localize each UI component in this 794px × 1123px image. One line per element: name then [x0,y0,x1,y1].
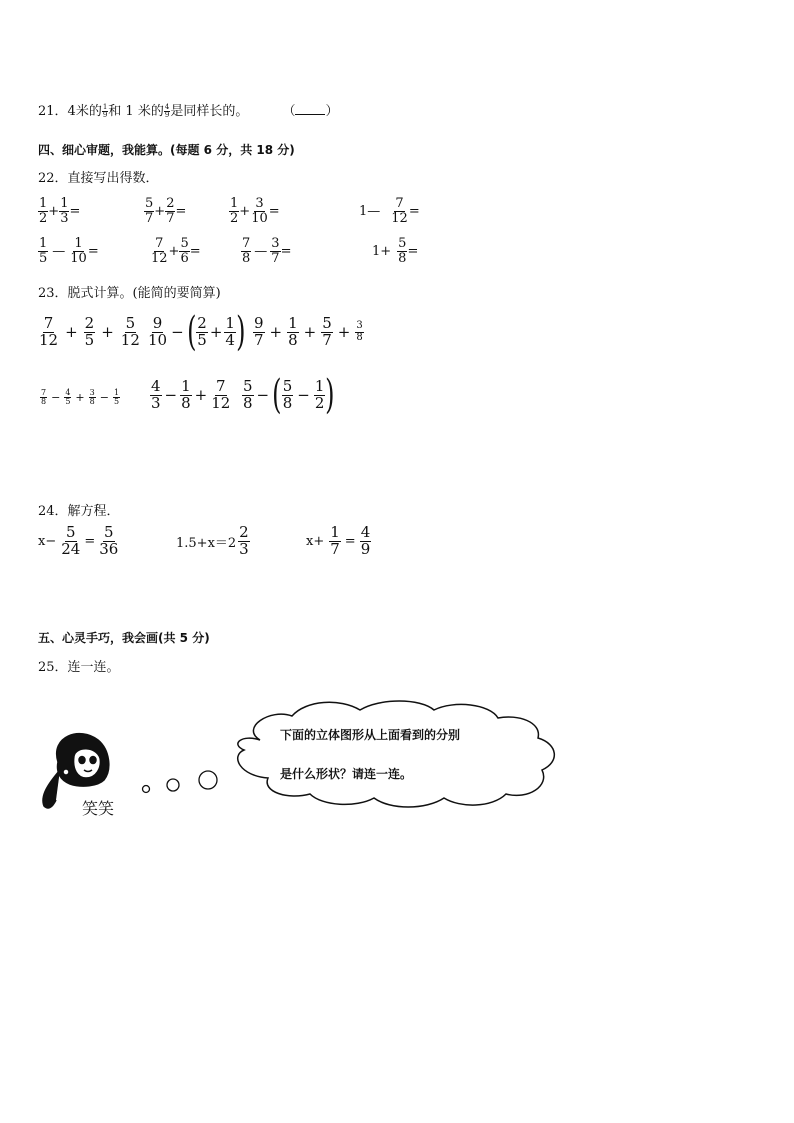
q22-item: $\frac{7}{8}$ — $\frac{3}{7}$ = [242,236,292,266]
question-24-title: 24．解方程． [38,504,120,519]
section-4-title: 四、细心审题，我能算。(每题 6 分，共 18 分) [38,143,295,157]
q23-expression-2: $\frac{9}{10}$ −( $\frac{2}{5}$ + $\frac{1}{4}$ ) [148,309,246,355]
q23-expression-6: $\frac{5}{8}$ −( $\frac{5}{8}$ − $\frac{1}{2}$ ) [243,372,335,418]
q22-item: $\frac{1}{5}$ — $\frac{1}{10}$ = [39,236,99,266]
q22-item: 1— $\frac{7}{12}$ = [359,196,420,226]
question-22-title: 22．直接写出得数． [38,171,159,186]
thought-dot-small [143,786,150,793]
q24-equation-2: 1.5+x＝2 $\frac{2}{3}$ [176,523,249,558]
q23-expression-5: $\frac{4}{3}$ − $\frac{1}{8}$ + $\frac{7}{12}$ [151,377,231,412]
q24-equation-3: x+ $\frac{1}{7}$ = $\frac{4}{9}$ [306,523,371,558]
section-5-title: 五、心灵手巧，我会画(共 5 分) [38,631,210,645]
question-25-title: 25．连一连。 [38,660,120,675]
q23-expression-1: $\frac{7}{12}$ + $\frac{2}{5}$ + $\frac{5}{12}$ [39,314,140,349]
q22-item: $\frac{1}{2}$ + $\frac{3}{10}$ = [230,196,280,226]
answer-blank[interactable] [295,102,325,115]
question-21 [38,100,339,119]
q21-prefix: 21．4米的 [38,104,102,119]
thought-cloud [238,701,555,807]
character-label: 笑笑 [82,799,115,818]
bubble-text-line-2: 是什么形状？请连一连。 [280,767,413,781]
thought-dot-large [199,771,217,789]
q24-equation-1: x− $\frac{5}{24}$ = $\frac{5}{36}$ [38,523,119,558]
q21-middle: 和 1 米的 [108,104,164,119]
question-23-title: 23．脱式计算。(能简的要简算) [38,286,221,301]
fraction: $\frac{4}{9}$ [164,102,170,119]
thought-dot-medium [167,779,179,791]
q23-expression-4: $\frac{7}{8}$ − $\frac{4}{5}$ + $\frac{3}{8}$ − $\frac{1}{5}$ [41,388,120,407]
fraction: $\frac{1}{9}$ [102,102,108,119]
answer-paren: （ ） [282,104,339,119]
q22-item: $\frac{7}{12}$ + $\frac{5}{6}$ = [151,236,201,266]
q23-expression-3: $\frac{9}{7}$ + $\frac{1}{8}$ + $\frac{5}{7}$ + $\frac{3}{8}$ [254,314,363,349]
q22-item: 1+ $\frac{5}{8}$ = [372,236,419,266]
q21-suffix: 是同样长的。 [170,104,249,119]
q22-item: $\frac{5}{7}$ + $\frac{2}{7}$ = [145,196,187,226]
bubble-text-line-1: 下面的立体图形从上面看到的分别 [280,728,461,742]
q22-item: $\frac{1}{2}$ + $\frac{1}{3}$ = [39,196,81,226]
